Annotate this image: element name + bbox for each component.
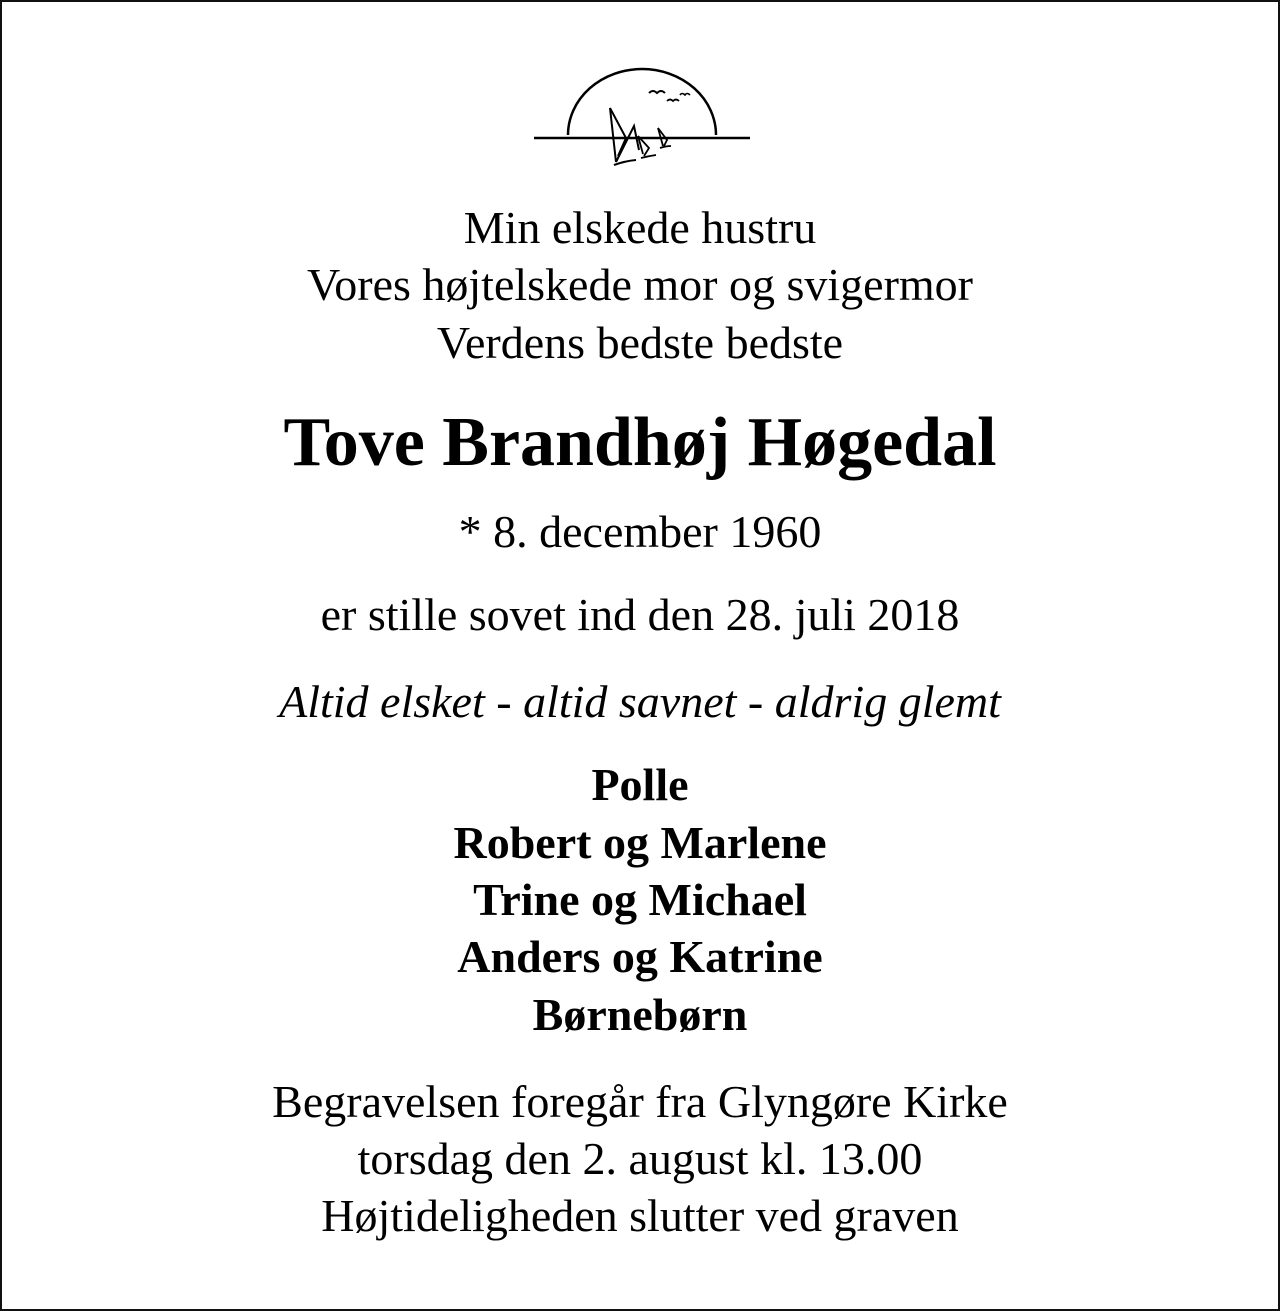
funeral-info-line: torsdag den 2. august kl. 13.00 xyxy=(357,1133,923,1184)
funeral-info-line: Højtideligheden slutter ved graven xyxy=(321,1190,959,1241)
motto: Altid elsket - altid savnet - aldrig glemt xyxy=(279,676,1001,727)
sunset-sailboats-birds-icon xyxy=(530,64,754,172)
funeral-info-line: Begravelsen foregår fra Glyngøre Kirke xyxy=(272,1076,1008,1127)
intro-line: Min elskede hustru xyxy=(463,202,817,253)
deceased-name: Tove Brandhøj Høgedal xyxy=(283,404,997,481)
intro-line: Vores højtelskede mor og svigermor xyxy=(306,259,974,310)
mourner-name: Børnebørn xyxy=(532,989,748,1040)
mourner-name: Trine og Michael xyxy=(473,874,807,925)
birth-date: * 8. december 1960 xyxy=(458,506,822,557)
mourner-name: Polle xyxy=(591,759,689,810)
intro-line: Verdens bedste bedste xyxy=(436,317,844,368)
mourner-name: Robert og Marlene xyxy=(453,817,827,868)
mourner-name: Anders og Katrine xyxy=(457,931,823,982)
death-date: er stille sovet ind den 28. juli 2018 xyxy=(320,589,960,640)
